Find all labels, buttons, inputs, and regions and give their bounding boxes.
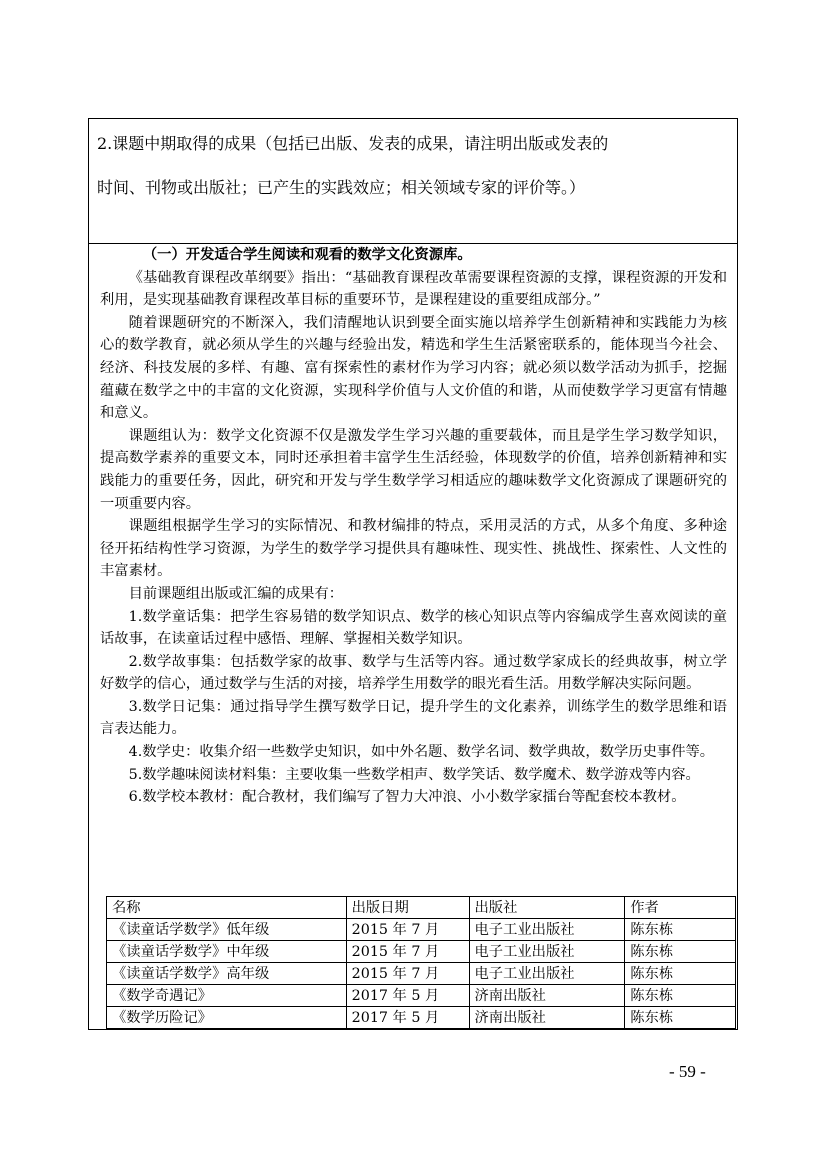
table-cell: 电子工业出版社 bbox=[469, 963, 625, 985]
table-row bbox=[107, 963, 736, 985]
section-heading-line-1: 2.课题中期取得的成果（包括已出版、发表的成果，请注明出版或发表的 bbox=[97, 134, 609, 153]
column-header-name: 名称 bbox=[107, 897, 347, 919]
table-cell: 《数学历险记》 bbox=[107, 1007, 347, 1029]
list-item: 6.数学校本教材：配合教材，我们编写了智力大冲浪、小小数学家擂台等配套校本教材。 bbox=[128, 789, 686, 806]
table-cell: 2017 年 5 月 bbox=[346, 1007, 469, 1029]
table-cell: 2015 年 7 月 bbox=[346, 963, 469, 985]
table-cell: 济南出版社 bbox=[469, 985, 625, 1007]
publications-table bbox=[106, 896, 736, 1029]
list-item: 4.数学史：收集介绍一些数学史知识，如中外名题、数学名词、数学典故，数学历史事件等。 bbox=[128, 744, 715, 761]
table-cell: 陈东栋 bbox=[625, 963, 736, 985]
list-item: 5.数学趣味阅读材料集：主要收集一些数学相声、数学笑话、数学魔术、数学游戏等内容。 bbox=[128, 766, 700, 783]
column-header-date: 出版日期 bbox=[346, 897, 469, 919]
table-cell: 电子工业出版社 bbox=[469, 919, 625, 941]
table-cell: 济南出版社 bbox=[469, 1007, 625, 1029]
table-cell: 《读童话学数学》高年级 bbox=[107, 963, 347, 985]
table-row bbox=[107, 1007, 736, 1029]
section-heading-line-2: 时间、刊物或出版社；已产生的实践效应；相关领域专家的评价等。） bbox=[97, 178, 586, 197]
section-heading-cell bbox=[89, 119, 737, 244]
table-cell: 《读童话学数学》低年级 bbox=[107, 919, 347, 941]
subsection-title: （一）开发适合学生阅读和观看的数学文化资源库。 bbox=[142, 247, 472, 263]
report-frame bbox=[88, 118, 738, 1030]
table-cell: 2015 年 7 月 bbox=[346, 941, 469, 963]
table-cell: 《数学奇遇记》 bbox=[107, 985, 347, 1007]
page-number: - 59 - bbox=[669, 1062, 706, 1081]
table-row bbox=[107, 941, 736, 963]
table-header-row bbox=[107, 897, 736, 919]
column-header-author: 作者 bbox=[625, 897, 736, 919]
table-cell: 陈东栋 bbox=[625, 985, 736, 1007]
list-item: 1.数学童话集：把学生容易错的数学知识点、数学的核心知识点等内容编成学生喜欢阅读的童话故事，在读童话过程中感悟、理解、掌握相关数学知识。 bbox=[100, 608, 727, 648]
content-cell bbox=[89, 244, 737, 809]
paragraph: 随着课题研究的不断深入，我们清醒地认识到要全面实施以培养学生创新精神和实践能力为核心的数学教育，就必须从学生的兴趣与经验出发，精选和学生生活紧密联系的，能体现当今社会、经济、科技发展的多样、有趣、富有探索性的素材作为学习内容；就必须以数学活动为抓手，挖掘蕴藏在数学之中的丰富的文化资源，实现科学价值与人文价值的和谐，从而使数学学习更富有情趣和意义。 bbox=[100, 314, 727, 422]
paragraph: 课题组根据学生学习的实际情况、和教材编排的特点，采用灵活的方式，从多个角度、多种途径开拓结构性学习资源，为学生的数学学习提供具有趣味性、现实性、挑战性、探索性、人文性的丰富素材。 bbox=[100, 518, 727, 580]
paragraph: 目前课题组出版或汇编的成果有： bbox=[128, 585, 344, 602]
table-cell: 陈东栋 bbox=[625, 941, 736, 963]
table-cell: 陈东栋 bbox=[625, 1007, 736, 1029]
column-header-publisher: 出版社 bbox=[469, 897, 625, 919]
list-item: 3.数学日记集：通过指导学生撰写数学日记，提升学生的文化素养，训练学生的数学思维和语言表达能力。 bbox=[100, 698, 727, 738]
paragraph: 课题组认为：数学文化资源不仅是激发学生学习兴趣的重要载体，而且是学生学习数学知识，提高数学素养的重要文本，同时还承担着丰富学生生活经验，体现数学的价值，培养创新精神和实践能力的重要任务，因此，研究和开发与学生数学学习相适应的趣味数学文化资源成了课题研究的一项重要内容。 bbox=[100, 427, 727, 512]
table-row bbox=[107, 919, 736, 941]
table-cell: 电子工业出版社 bbox=[469, 941, 625, 963]
table-cell: 2015 年 7 月 bbox=[346, 919, 469, 941]
list-item: 2.数学故事集：包括数学家的故事、数学与生活等内容。通过数学家成长的经典故事，树立学好数学的信心，通过数学与生活的对接，培养学生用数学的眼光看生活。用数学解决实际问题。 bbox=[100, 653, 727, 693]
table-row bbox=[107, 985, 736, 1007]
table-cell: 《读童话学数学》中年级 bbox=[107, 941, 347, 963]
table-cell: 陈东栋 bbox=[625, 919, 736, 941]
paragraph: 《基础教育课程改革纲要》指出：“基础教育课程改革需要课程资源的支撑，课程资源的开发和利用，是实现基础教育课程改革目标的重要环节，是课程建设的重要组成部分。” bbox=[100, 269, 727, 309]
table-cell: 2017 年 5 月 bbox=[346, 985, 469, 1007]
